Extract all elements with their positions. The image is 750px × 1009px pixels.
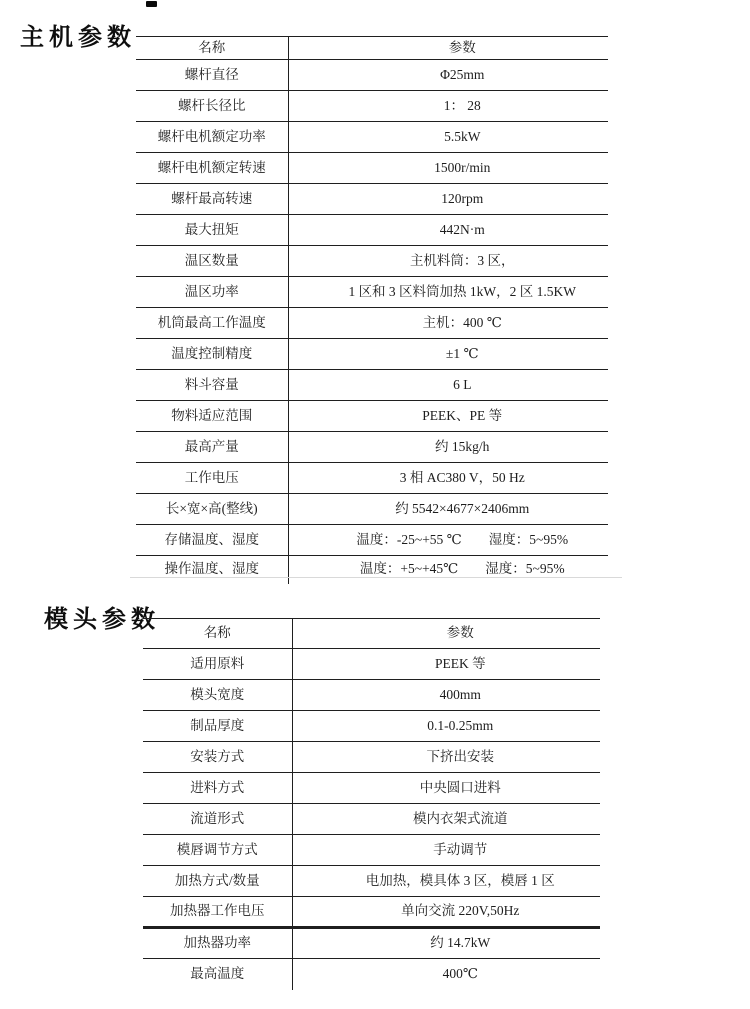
- param-value-cell: 约 5542×4677×2406mm: [288, 494, 608, 525]
- param-value-cell: PEEK、PE 等: [288, 401, 608, 432]
- table-row: [136, 463, 608, 494]
- cropped-text-artifact: [146, 1, 157, 7]
- column-header-parameter: 参数: [288, 37, 608, 60]
- param-name-cell: 最高温度: [143, 959, 292, 990]
- table-row: [143, 742, 600, 773]
- param-name-cell: 安装方式: [143, 742, 292, 773]
- param-value-cell: 温度：-25~+55 ℃ 湿度：5~95%: [288, 525, 608, 556]
- param-name-cell: 模头宽度: [143, 680, 292, 711]
- table-row: [143, 649, 600, 680]
- table-row: [143, 959, 600, 990]
- param-value-cell: 1 区和 3 区料筒加热 1kW，2 区 1.5KW: [288, 277, 608, 308]
- param-value-cell: 400mm: [292, 680, 600, 711]
- table-row: [136, 122, 608, 153]
- table-row: [136, 370, 608, 401]
- param-value-cell: Φ25mm: [288, 60, 608, 91]
- section-title-die-head: 模头参数: [44, 605, 160, 634]
- main-machine-parameters-table: [136, 36, 608, 584]
- param-name-cell: 温区功率: [136, 277, 288, 308]
- column-header-name: 名称: [136, 37, 288, 60]
- param-name-cell: 螺杆长径比: [136, 91, 288, 122]
- table-row: [136, 246, 608, 277]
- table-row: [136, 432, 608, 463]
- param-value-cell: 手动调节: [292, 835, 600, 866]
- table-row: [143, 773, 600, 804]
- param-name-cell: 加热方式/数量: [143, 866, 292, 897]
- param-value-cell: 下挤出安装: [292, 742, 600, 773]
- param-name-cell: 进料方式: [143, 773, 292, 804]
- param-name-cell: 料斗容量: [136, 370, 288, 401]
- table-row: [136, 60, 608, 91]
- table-row: [136, 339, 608, 370]
- param-value-cell: 约 15kg/h: [288, 432, 608, 463]
- table-header-row: [143, 619, 600, 649]
- param-name-cell: 模唇调节方式: [143, 835, 292, 866]
- param-name-cell: 长×宽×高(整线): [136, 494, 288, 525]
- table-header-row: [136, 37, 608, 60]
- param-name-cell: 加热器功率: [143, 928, 292, 959]
- table-row: [136, 153, 608, 184]
- param-name-cell: 加热器工作电压: [143, 897, 292, 928]
- table-bottom-faint-rule: [130, 577, 622, 578]
- param-name-cell: 螺杆电机额定转速: [136, 153, 288, 184]
- table-row: [143, 835, 600, 866]
- param-value-cell: 主机料筒：3 区，: [288, 246, 608, 277]
- param-value-cell: 120rpm: [288, 184, 608, 215]
- param-name-cell: 制品厚度: [143, 711, 292, 742]
- param-value-cell: 1： 28: [288, 91, 608, 122]
- param-name-cell: 流道形式: [143, 804, 292, 835]
- table-row: [136, 556, 608, 584]
- param-name-cell: 温度控制精度: [136, 339, 288, 370]
- param-value-cell: 模内衣架式流道: [292, 804, 600, 835]
- param-name-cell: 物料适应范围: [136, 401, 288, 432]
- table-row: [136, 184, 608, 215]
- param-name-cell: 适用原料: [143, 649, 292, 680]
- param-name-cell: 工作电压: [136, 463, 288, 494]
- table-row: [136, 401, 608, 432]
- param-value-cell: 6 L: [288, 370, 608, 401]
- table-row: [143, 897, 600, 928]
- section-title-main-machine: 主机参数: [20, 23, 136, 52]
- table-row: [143, 680, 600, 711]
- table-row: [136, 215, 608, 246]
- param-name-cell: 机筒最高工作温度: [136, 308, 288, 339]
- table-row: [136, 308, 608, 339]
- column-header-name: 名称: [143, 619, 292, 649]
- table-row: [136, 91, 608, 122]
- table-row: [136, 277, 608, 308]
- param-value-cell: 单向交流 220V,50Hz: [292, 897, 600, 928]
- param-value-cell: 1500r/min: [288, 153, 608, 184]
- param-value-cell: 442N·m: [288, 215, 608, 246]
- table-row: [136, 525, 608, 556]
- param-name-cell: 操作温度、湿度: [136, 556, 288, 584]
- param-name-cell: 最大扭矩: [136, 215, 288, 246]
- param-value-cell: 0.1-0.25mm: [292, 711, 600, 742]
- param-value-cell: 主机：400 ℃: [288, 308, 608, 339]
- table-row: [143, 804, 600, 835]
- param-value-cell: ±1 ℃: [288, 339, 608, 370]
- die-head-parameters-table: [143, 618, 600, 990]
- param-value-cell: 约 14.7kW: [292, 928, 600, 959]
- param-value-cell: 温度：+5~+45℃ 湿度：5~95%: [288, 556, 608, 584]
- param-value-cell: 400℃: [292, 959, 600, 990]
- param-name-cell: 温区数量: [136, 246, 288, 277]
- param-value-cell: 电加热，模具体 3 区，模唇 1 区: [292, 866, 600, 897]
- column-header-parameter: 参数: [292, 619, 600, 649]
- param-name-cell: 螺杆直径: [136, 60, 288, 91]
- param-value-cell: 3 相 AC380 V，50 Hz: [288, 463, 608, 494]
- param-value-cell: 5.5kW: [288, 122, 608, 153]
- param-name-cell: 存储温度、湿度: [136, 525, 288, 556]
- param-value-cell: 中央圆口进料: [292, 773, 600, 804]
- table-row: [143, 711, 600, 742]
- table-row: [143, 866, 600, 897]
- param-name-cell: 螺杆电机额定功率: [136, 122, 288, 153]
- param-name-cell: 螺杆最高转速: [136, 184, 288, 215]
- table-row: [143, 928, 600, 959]
- table-row: [136, 494, 608, 525]
- param-name-cell: 最高产量: [136, 432, 288, 463]
- param-value-cell: PEEK 等: [292, 649, 600, 680]
